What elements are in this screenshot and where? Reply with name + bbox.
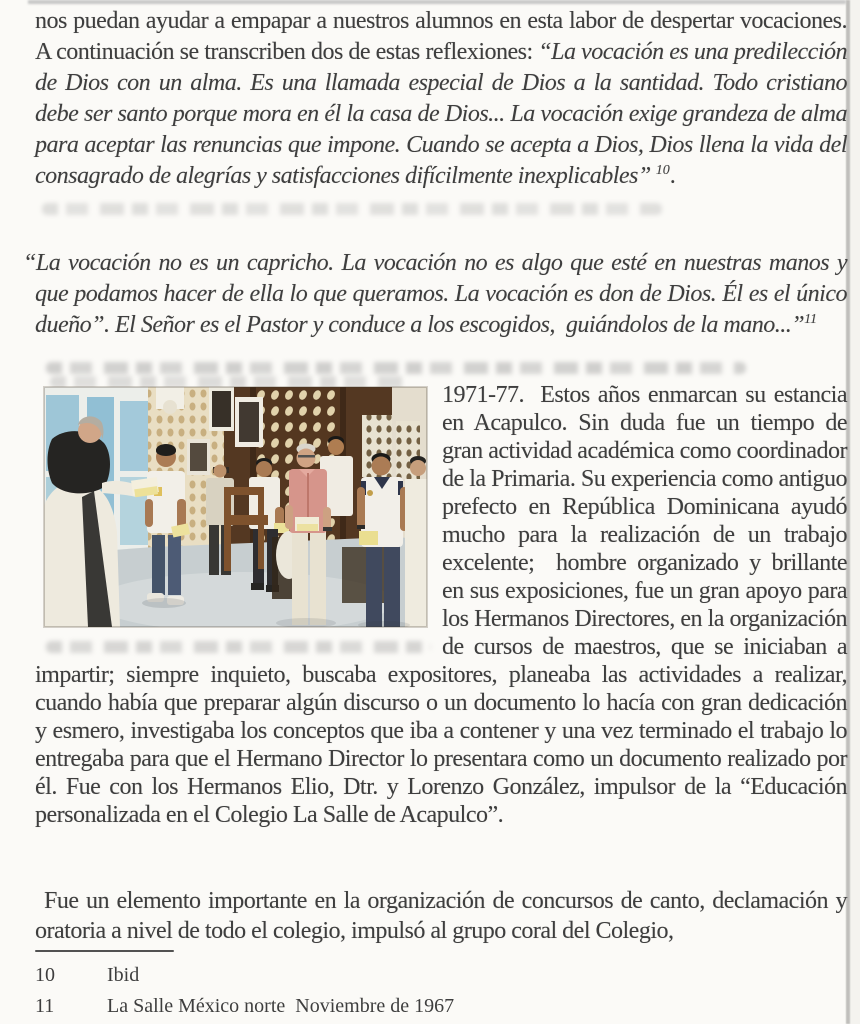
bleed-through-smudge <box>42 203 662 215</box>
quote-text: “La vocación no es un capricho. La vocación no es algo que esté en nuestras manos y que podamos hacer de ella lo que queramos. La vocación es don de Dios. Él es el único dueño”. El Señor es el Pastor y conduce a los escogidos, guiándolos de la mano...” <box>23 250 847 338</box>
paragraph-1971-77 <box>35 381 847 829</box>
paragraph-text-italic-quote: “La vocación es una predilección de Dios con un alma. Es una llamada especial de Dios a la santidad. Todo cristiano debe ser santo porque mora en él la casa de Dios... La vocación exige grandeza de alma para aceptar las renuncias que impone. Cuando se acepta a Dios, Dios llena la vida del consagrado de alegrías y satisfacciones difícilmente inexplicables” <box>35 39 847 189</box>
paragraph-text: Fue un elemento importante en la organización de concursos de canto, declamación y oratoria a nivel de todo el colegio, impulsó al grupo coral del Colegio, <box>35 888 847 944</box>
paragraph-text-normal: nos puedan ayudar a empapar a nuestros alumnos en esta labor de despertar vocaciones. A continuación se transcriben dos de estas reflexiones: <box>35 8 847 65</box>
footnote-10 <box>35 960 815 991</box>
footnote-text: La Salle México norte Noviembre de 1967 <box>107 995 455 1017</box>
paragraph-quote-vocacion <box>23 248 847 341</box>
footnote-ref-10: 10 <box>655 163 670 178</box>
paragraph-vocaciones <box>35 6 847 192</box>
footnote-ref-11: 11 <box>804 312 818 327</box>
footnotes-section <box>35 950 815 1022</box>
footnote-11 <box>35 991 815 1022</box>
photo-group-ceremony <box>44 387 427 627</box>
scan-right-margin <box>850 0 860 1024</box>
footnote-number: 11 <box>35 995 55 1017</box>
paragraph-concursos <box>35 886 847 946</box>
bleed-through-smudge <box>46 362 746 374</box>
footnote-text: Ibid <box>107 964 140 986</box>
footnote-separator-rule <box>35 950 174 952</box>
paragraph-text-tail: . <box>669 163 676 189</box>
paragraph-text: 1971-77. Estos años enmarcan su estancia en Acapulco. Sin duda fue un tiempo de gran actividad académica como coordinador de la Primaria. Su experiencia como antiguo prefecto en República Dominicana ayudó mucho para la realización de un trabajo excelente; hombre organizado y brillante en sus exposiciones, fue un gran apoyo para los Hermanos Directores, en la organización de cursos de maestros, que se iniciaban a impartir; siempre inquieto, buscaba expositores, planeaba las actividades a realizar, cuando había que preparar algún discurso o un documento lo hacía con gran dedicación y esmero, investigaba los conceptos que iba a contener y una vez terminado el trabajo lo entregaba para que el Hermano Director lo presentara como un documento realizado por él. Fue con los Hermanos Elio, Dtr. y Lorenzo González, impulsor de la “Educación personalizada en el Colegio La Salle de Acapulco”. <box>35 382 847 828</box>
scan-top-edge <box>28 0 846 4</box>
footnote-number: 10 <box>35 964 55 986</box>
